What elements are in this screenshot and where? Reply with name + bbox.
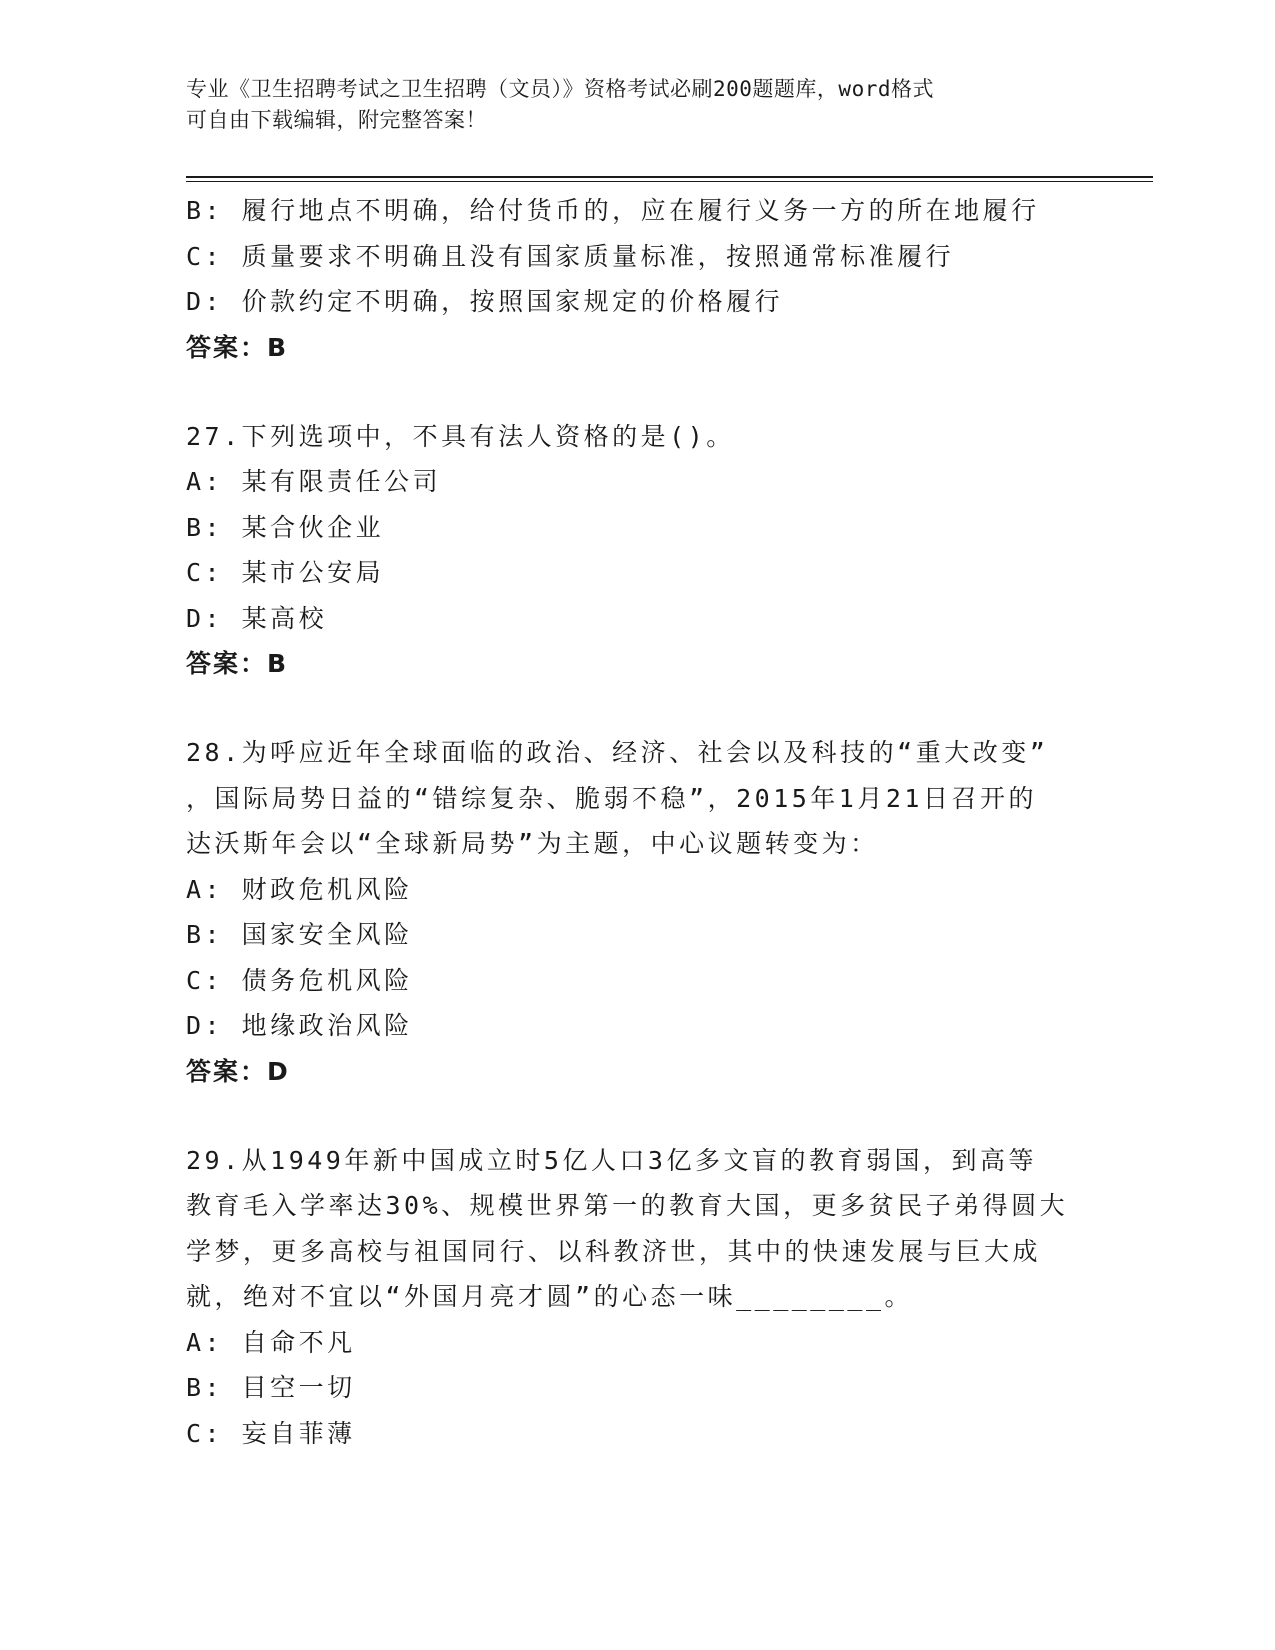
option-c: C: 某市公安局: [186, 558, 385, 587]
option-b: B: 履行地点不明确，给付货币的，应在履行义务一方的所在地履行: [186, 196, 1040, 225]
option-b: B: 目空一切: [186, 1373, 356, 1402]
question-28: [186, 730, 1086, 1095]
option-d: D: 地缘政治风险: [186, 1011, 413, 1040]
answer: 答案：B: [186, 332, 289, 362]
header-line-1: 专业《卫生招聘考试之卫生招聘（文员）》资格考试必刷200题题库，word格式: [186, 77, 934, 101]
question-stem-line: 教育毛入学率达30%、规模世界第一的教育大国，更多贫民子弟得圆大: [186, 1191, 1069, 1220]
answer: 答案：B: [186, 649, 289, 678]
option-d: D: 某高校: [186, 603, 328, 633]
option-a: A: 自命不凡: [186, 1327, 356, 1357]
question-stem-line: 29.从1949年新中国成立时5亿人口3亿多文盲的教育弱国，到高等: [186, 1145, 1037, 1175]
question-content: [186, 188, 1086, 1456]
question-stem-line: 28.为呼应近年全球面临的政治、经济、社会以及科技的“重大改变”: [186, 738, 1049, 767]
option-c: C: 债务危机风险: [186, 965, 413, 995]
option-c: C: 妄自菲薄: [186, 1418, 356, 1448]
question-stem-line: 就，绝对不宜以“外国月亮才圆”的心态一味________。: [186, 1282, 914, 1311]
header-divider: [186, 176, 1153, 178]
page-header: [186, 74, 1086, 136]
answer: 答案：D: [186, 1056, 290, 1086]
question-stem-line: 达沃斯年会以“全球新局势”为主题，中心议题转变为：: [186, 829, 879, 858]
question-29: [186, 1138, 1086, 1457]
option-a: A: 财政危机风险: [186, 874, 413, 904]
option-b: B: 某合伙企业: [186, 512, 385, 542]
question-26-continued: [186, 188, 1086, 371]
header-line-2: 可自由下载编辑，附完整答案！: [186, 108, 487, 132]
option-d: D: 价款约定不明确，按照国家规定的价格履行: [186, 287, 784, 316]
question-27: [186, 414, 1086, 688]
option-b: B: 国家安全风险: [186, 920, 413, 949]
question-stem-line: 学梦，更多高校与祖国同行、以科教济世，其中的快速发展与巨大成: [186, 1236, 1042, 1266]
option-c: C: 质量要求不明确且没有国家质量标准，按照通常标准履行: [186, 241, 955, 271]
question-stem: 27.下列选项中，不具有法人资格的是()。: [186, 421, 735, 451]
option-a: A: 某有限责任公司: [186, 467, 442, 496]
question-stem-line: ，国际局势日益的“错综复杂、脆弱不稳”，2015年1月21日召开的: [186, 783, 1037, 813]
header-divider-thin: [186, 181, 1153, 182]
